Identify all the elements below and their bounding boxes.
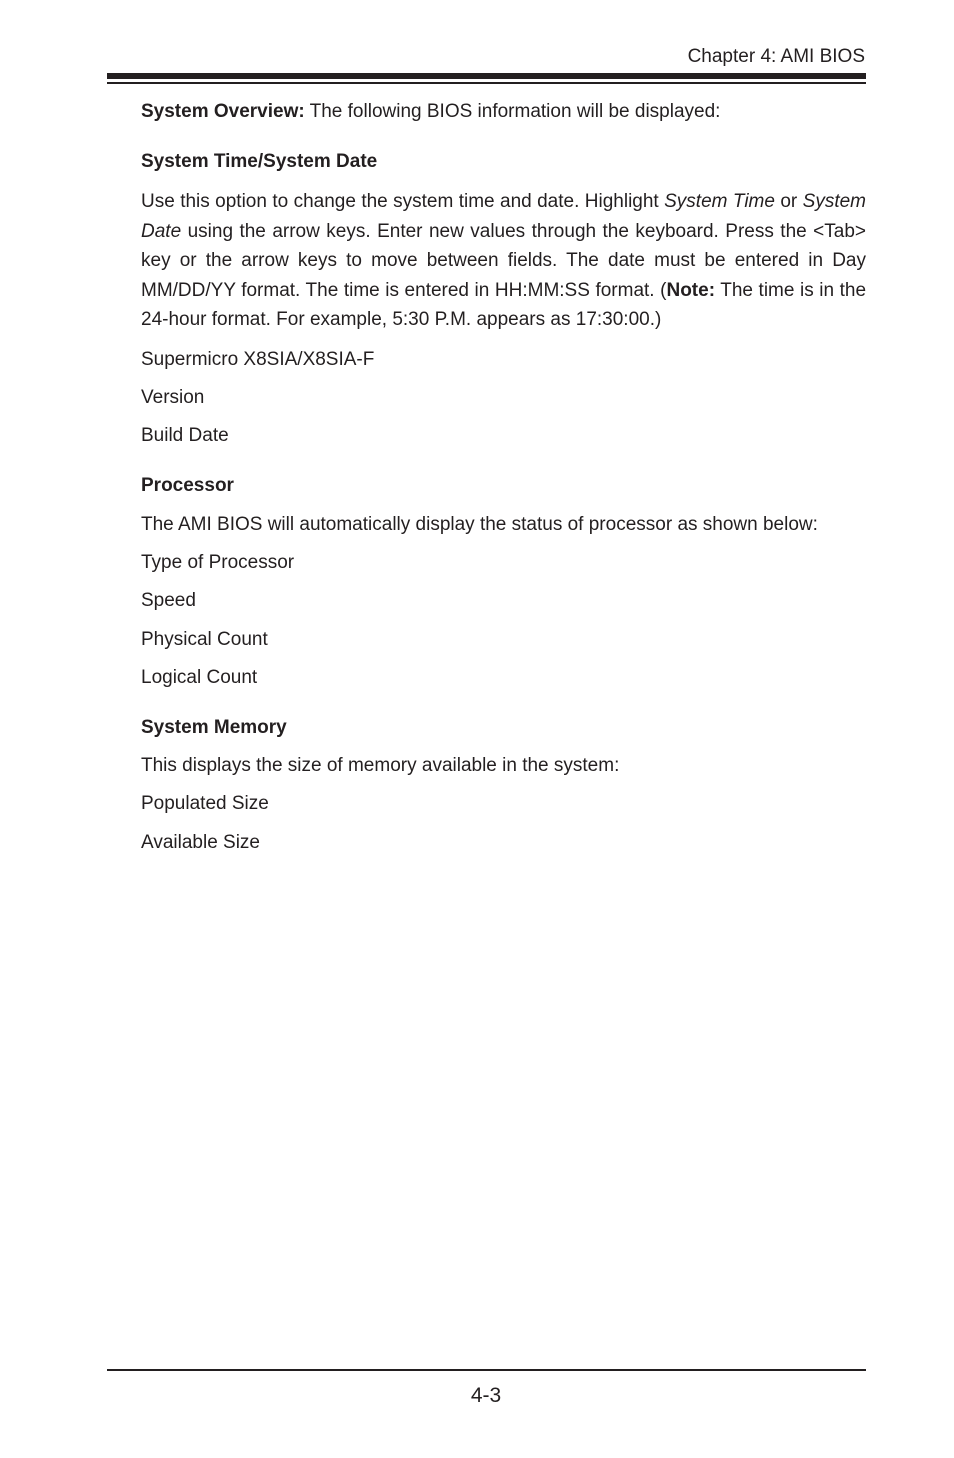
para-text-2: using the arrow keys. Enter new values through the keyboard. Press the <Tab> key or the arrow keys to move between fields. The date must be entered in Day MM/DD/YY format. The time is entered in HH:MM:SS format. ( xyxy=(141,220,866,301)
memory-item-available-size: Available Size xyxy=(141,831,261,853)
system-overview-label: System Overview: xyxy=(141,101,305,122)
header-rule-thick xyxy=(107,73,866,79)
board-item-model: Supermicro X8SIA/X8SIA-F xyxy=(141,348,375,370)
memory-item-populated-size: Populated Size xyxy=(141,793,269,815)
section-heading-time-date: System Time/System Date xyxy=(141,151,378,172)
board-item-build-date: Build Date xyxy=(141,425,229,447)
para-text-or: or xyxy=(774,191,803,212)
system-overview-text: The following BIOS information will be displayed: xyxy=(304,101,721,122)
page-content xyxy=(141,99,866,856)
processor-intro: The AMI BIOS will automatically display the status of processor as shown below: xyxy=(141,513,818,535)
header-rule-thin xyxy=(107,82,866,84)
para-text-3: The time is in the 24-hour format. For example, 5:30 P.M. appears as 17:30:00.) xyxy=(141,279,867,330)
processor-item-speed: Speed xyxy=(141,590,196,612)
page-number: 4-3 xyxy=(470,1384,502,1407)
para-note-label: Note: xyxy=(666,279,716,301)
system-overview-line xyxy=(141,99,866,125)
board-item-version: Version xyxy=(141,387,205,409)
processor-item-type: Type of Processor xyxy=(141,551,295,573)
chapter-title: Chapter 4: AMI BIOS xyxy=(687,46,865,67)
processor-item-logical-count: Logical Count xyxy=(141,666,258,688)
section-heading-memory: System Memory xyxy=(141,716,287,738)
para-em-system-date: System Date xyxy=(141,191,866,242)
memory-intro: This displays the size of memory available in the system: xyxy=(141,755,620,777)
time-date-paragraph xyxy=(141,187,866,335)
para-em-system-time: System Time xyxy=(664,191,775,212)
footer-rule xyxy=(107,1369,866,1371)
section-heading-processor: Processor xyxy=(141,475,234,497)
para-text-1: Use this option to change the system time and date. Highlight xyxy=(141,191,665,212)
processor-item-physical-count: Physical Count xyxy=(141,628,268,650)
